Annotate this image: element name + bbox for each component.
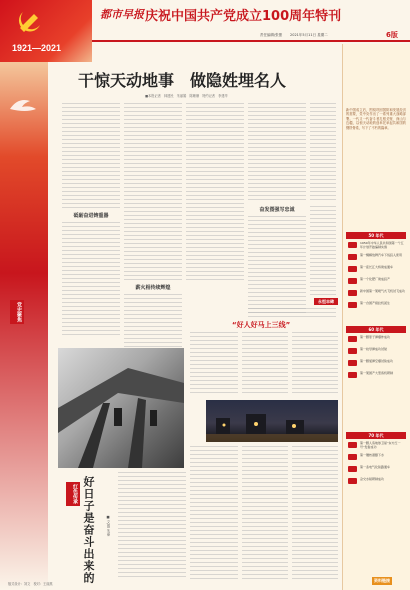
body-column-1b xyxy=(62,222,120,337)
milestone-marker-icon xyxy=(348,442,357,448)
vertical-byline: ■ 文/图 朱丽 xyxy=(106,515,110,536)
milestone-item: 1950年中华人民共和国第一个五年计划开始编制实施 xyxy=(360,242,406,250)
body-column-12 xyxy=(292,446,338,580)
milestone-marker-icon xyxy=(348,290,357,296)
milestone-item: 第一台国产拖拉机诞生 xyxy=(360,302,406,310)
sidebar-list-60s xyxy=(346,336,406,426)
sidebar-section-60s: 60 年代 xyxy=(346,326,406,333)
banner-title: 庆祝中国共产党成立100周年特刊 xyxy=(145,9,342,24)
milestone-marker-icon xyxy=(348,466,357,472)
body-column-4 xyxy=(248,103,306,203)
milestone-item: 第一架国产大型客机研制 xyxy=(360,372,406,380)
body-column-8 xyxy=(292,332,338,396)
dove-icon xyxy=(8,95,38,115)
milestone-item: 第一辆解放牌汽车下线投入使用 xyxy=(360,254,406,262)
sidebar-footer-label: 资料链接 xyxy=(374,578,390,583)
milestone-marker-icon xyxy=(348,372,357,378)
milestone-marker-icon xyxy=(348,478,357,484)
milestone-item: 第一枚导弹成功试射 xyxy=(360,348,406,356)
milestone-marker-icon xyxy=(348,242,357,248)
body-column-9 xyxy=(118,472,186,580)
sidebar-section-70s: 70 年代 xyxy=(346,432,406,439)
milestone-item: 第一座长江大桥建成通车 xyxy=(360,266,406,274)
year-range: 1921—2021 xyxy=(12,43,62,53)
body-column-6 xyxy=(190,332,238,396)
milestone-marker-icon xyxy=(348,360,357,366)
milestone-item: 杂交水稻研制成功 xyxy=(360,478,406,486)
byline: ■本报记者 林建民 朱丽娟 陈珊珊 特约记者 李建华 xyxy=(145,94,228,98)
milestone-marker-icon xyxy=(348,302,357,308)
milestone-item: 新中国第一架喷气式飞机试飞成功 xyxy=(360,290,406,298)
body-column-10 xyxy=(190,446,238,580)
milestone-marker-icon xyxy=(348,336,357,342)
milestone-marker-icon xyxy=(348,254,357,260)
body-column-11 xyxy=(242,446,288,580)
milestone-marker-icon xyxy=(348,454,357,460)
label-party-history: 党史聚焦 xyxy=(10,300,24,324)
milestone-item: 第一颗氢弹空爆试验成功 xyxy=(360,360,406,368)
page-number: 6版 xyxy=(386,31,398,39)
sidebar-list-50s xyxy=(346,242,406,326)
body-column-2 xyxy=(124,103,182,283)
headline: 干惊天动地事 做隐姓埋名人 xyxy=(78,71,287,90)
photo-night-site xyxy=(206,400,338,442)
left-red-ribbon xyxy=(0,62,48,590)
issue-info: 责任编辑/张蕾 xyxy=(260,33,283,37)
milestone-marker-icon xyxy=(348,266,357,272)
sidebar-section-50s: 50 年代 xyxy=(346,232,406,239)
subhead-research: 砥砺奋进铸重器 xyxy=(73,213,109,219)
subhead-good-horse: “好人好马上三线” xyxy=(232,321,291,329)
body-column-1 xyxy=(62,103,120,208)
milestone-marker-icon xyxy=(348,278,357,284)
tag-forever-red: 永恒丰碑 xyxy=(314,298,338,305)
body-column-5b xyxy=(310,206,336,296)
body-column-5 xyxy=(310,103,336,203)
body-column-7 xyxy=(242,332,288,396)
party-emblem-icon xyxy=(14,6,44,36)
page-footer: 版式设计：刘文 校对：王丽燕 xyxy=(8,582,53,586)
sidebar-intro: 新中国成立后，围绕巩固国防和发展经济的需要，党中央作出了一系列重大战略部署。一代又一代奋斗者扎根戈壁、深山与边疆，以惊天动地的创举托举起共和国的钢铁脊梁，写下了不朽的篇章。 xyxy=(346,108,406,130)
issue-date: 2021年5月11日 星期二 xyxy=(290,33,328,37)
vertical-title: 好日子是奋斗出来的 xyxy=(82,476,95,584)
body-column-3 xyxy=(186,103,244,283)
masthead-rule xyxy=(92,40,410,42)
body-column-5c xyxy=(248,308,336,320)
milestone-item: 第一艘核潜艇下水 xyxy=(360,454,406,462)
milestone-item: 第一个化肥厂建成投产 xyxy=(360,278,406,286)
milestone-item: 第一颗人造地球卫星“东方红一号”发射成功 xyxy=(360,442,406,450)
label-red-heritage: 红色传承 xyxy=(66,482,80,506)
paper-name: 都市早报 xyxy=(100,8,144,21)
subhead-spirit: 奋发图强写忠诚 xyxy=(259,207,295,213)
subhead-legacy: 薪火相传续辉煌 xyxy=(135,285,171,291)
photo-workers xyxy=(58,348,184,468)
milestone-item: 第一条电气化铁路通车 xyxy=(360,466,406,474)
milestone-item: 第一颗原子弹爆炸成功 xyxy=(360,336,406,344)
sidebar-list-70s xyxy=(346,442,406,570)
milestone-marker-icon xyxy=(348,348,357,354)
body-column-4b xyxy=(248,216,306,316)
